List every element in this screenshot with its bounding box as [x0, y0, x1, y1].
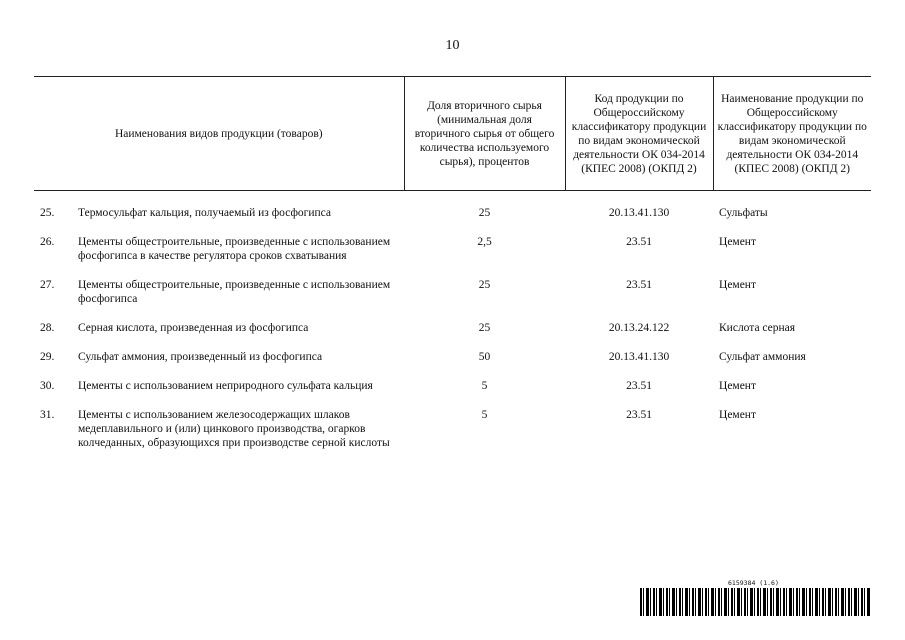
- row-product-name: Сульфат аммония, произведенный из фосфогипса: [78, 351, 323, 363]
- row-code: 23.51: [626, 409, 652, 421]
- row-product-name: Серная кислота, произведенная из фосфогипса: [78, 322, 309, 334]
- row-number: 30.: [40, 380, 55, 392]
- row-okpd-name: Цемент: [719, 409, 756, 421]
- header-okpd-name: Наименование продукции по Общероссийскому классификатору продукции по видам экономической деятельности ОК 034-2014 (КПЕС 2008) (ОКПД 2): [713, 77, 871, 191]
- row-okpd-name: Цемент: [719, 236, 756, 248]
- table-row: [34, 235, 871, 278]
- row-share: 25: [478, 322, 491, 334]
- row-share: 5: [481, 380, 488, 392]
- row-okpd-name: Кислота серная: [719, 322, 796, 334]
- table-row: [34, 408, 871, 465]
- products-table: [34, 76, 871, 465]
- row-share: 50: [478, 351, 491, 363]
- row-code: 23.51: [626, 380, 652, 392]
- row-number: 29.: [40, 351, 55, 363]
- table-row: [34, 321, 871, 350]
- row-number: 26.: [40, 236, 55, 248]
- table-row: [34, 379, 871, 408]
- table-row: [34, 350, 871, 379]
- row-product-name: Цементы с использованием неприродного сульфата кальция: [78, 380, 373, 392]
- page-number: 10: [445, 38, 460, 53]
- row-okpd-name: Сульфаты: [719, 207, 768, 219]
- row-okpd-name: Цемент: [719, 380, 756, 392]
- row-share: 25: [478, 207, 491, 219]
- row-product-name: Термосульфат кальция, получаемый из фосфогипса: [78, 207, 332, 219]
- barcode-icon: [640, 588, 870, 616]
- row-code: 20.13.41.130: [608, 351, 670, 363]
- row-number: 31.: [40, 409, 55, 421]
- table-row: [34, 278, 871, 321]
- row-share: 5: [481, 409, 488, 421]
- row-okpd-name: Цемент: [719, 279, 756, 291]
- row-product-name: Цементы с использованием железосодержащих шлаков медеплавильного и (или) цинкового производства, огарков колчеданных, образующихся при производстве серной кислоты: [78, 409, 390, 449]
- row-share: 25: [478, 279, 491, 291]
- row-product-name: Цементы общестроительные, произведенные с использованием фосфогипса: [78, 279, 391, 305]
- row-number: 28.: [40, 322, 55, 334]
- header-secondary-share: Доля вторичного сырья (минимальная доля вторичного сырья от общего количества используемого сырья), процентов: [404, 77, 565, 191]
- table-header-row: [34, 77, 871, 191]
- row-okpd-name: Сульфат аммония: [719, 351, 806, 363]
- row-code: 20.13.24.122: [608, 322, 670, 334]
- row-share: 2,5: [477, 236, 492, 248]
- header-product-name: Наименования видов продукции (товаров): [34, 77, 404, 191]
- barcode-label: 6159384 (1.6): [728, 579, 779, 587]
- row-number: 27.: [40, 279, 55, 291]
- header-okpd-code: Код продукции по Общероссийскому классификатору продукции по видам экономической деятельности ОК 034-2014 (КПЕС 2008) (ОКПД 2): [565, 77, 713, 191]
- table-row: [34, 191, 871, 236]
- row-product-name: Цементы общестроительные, произведенные с использованием фосфогипса в качестве регулятора сроков схватывания: [78, 236, 391, 262]
- row-code: 20.13.41.130: [608, 207, 670, 219]
- row-code: 23.51: [626, 279, 652, 291]
- row-code: 23.51: [626, 236, 652, 248]
- row-number: 25.: [40, 207, 55, 219]
